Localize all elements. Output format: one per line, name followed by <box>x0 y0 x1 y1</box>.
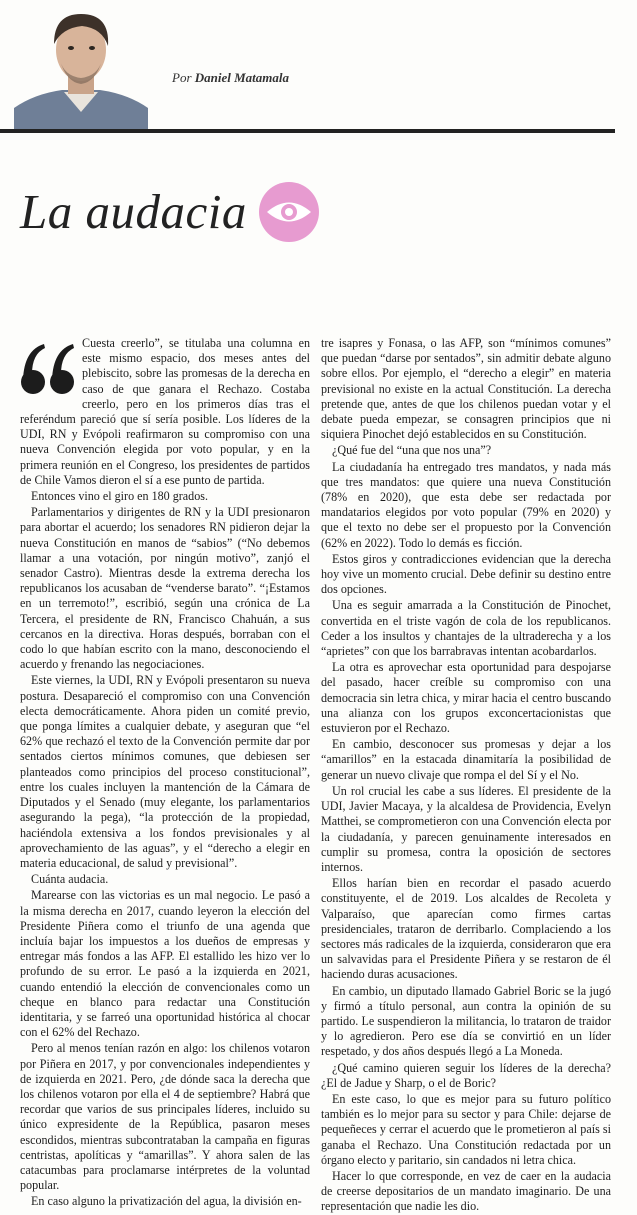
paragraph: tre isapres y Fonasa, o las AFP, son “mínimos comunes” que puedan “darse por sentados”, sin admitir debate alguno sobre ellos. Por ejemplo, el “derecho a elegir” en materia previsional no existe en la actual Constitución. La derecha pretende que, antes de que los chilenos puedan votar y el debate pueda empezar, se consagren principios que ni siquiera Pinochet dejó establecidos en su Constitución. <box>321 336 611 442</box>
paragraph: Entonces vino el giro en 180 grados. <box>31 489 209 504</box>
article-headline: La audacia <box>20 184 247 239</box>
paragraph: La ciudadanía ha entregado tres mandatos, y nada más que tres mandatos: que quiere una nueva Constitución (78% en 2020), que esta debe ser redactada por mandatarios elegidos por voto popular (79% en 2020) y que el texto no debe ser el propuesto por la Convención (62% en 2022). Todo lo demás es ficción. <box>321 459 611 550</box>
author-portrait <box>14 8 148 130</box>
paragraph: En caso alguno la privatización del agua, la división en- <box>31 1194 302 1209</box>
author-name: Daniel Matamala <box>194 70 290 85</box>
paragraph: Ellos harían bien en recordar el pasado acuerdo constituyente, el de 2019. Los alcaldes de Recoleta y Valparaíso, que aparecían como firmes cartas presidenciales, trataron de derribarlo. Complaciendo a los sectores más radicales de la izquierda, consideraron que era un salvavidas para el Presidente Piñera y se restaron de él haciendo duras acusaciones. <box>321 876 611 982</box>
byline-prefix: Por <box>172 70 192 85</box>
header-rule <box>0 129 615 133</box>
paragraph: ¿Qué fue del “una que nos una”? <box>332 443 492 458</box>
article-column-1 <box>20 336 310 1209</box>
paragraph: En cambio, desconocer sus promesas y dejar a los “amarillos” en la estacada dinamitaría la posibilidad de generar un nuevo clivaje que rompa el del Sí y el No. <box>321 737 611 782</box>
paragraph: Hacer lo que corresponde, en vez de caer en la audacia de creerse depositarios de un mandato imaginario. De una representación que nadie les dio. <box>321 1168 611 1214</box>
article-header <box>0 0 637 135</box>
paragraph: En cambio, un diputado llamado Gabriel Boric se la jugó y firmó a título personal, aun contra la opinión de su partido. Le suspendieron la militancia, lo trataron de traidor y lo agredieron. Pero ese día se convirtió en un líder respetado, y dos años después llegó a La Moneda. <box>321 983 611 1059</box>
paragraph: Este viernes, la UDI, RN y Evópoli presentaron su nueva postura. Desapareció el compromiso con una Convención electa democráticamente. Ahora piden un comité previo, que ponga límites a cualquier debate, y aseguran que “el 62% que rechazó el texto de la Convención permite dar por sentados ciertos mínimos comunes, que debiesen ser planteados como principios del proceso constitucional”, entre los cuales incluyen la mantención de la Cámara de Diputados y el Senado (muy elegante, los parlamentarios asegurando la pega), “la protección de la propiedad, haciéndola extensiva a los fondos previsionales y al aprovechamiento de las aguas”, y el “derecho a elegir en materia educacional, de salud y previsional”. <box>20 673 310 870</box>
eye-icon <box>258 181 320 243</box>
paragraph: Una es seguir amarrada a la Constitución de Pinochet, convertida en el triste vagón de cola de los republicanos. Ceder a los insultos y chantajes de la ultraderecha y a los “aprietes” con que los barrabravas intentan acobardarlos. <box>321 598 611 659</box>
paragraph: Pero al menos tenían razón en algo: los chilenos votaron por Piñera en 2017, y por convencionales independientes y de izquierda en 2021. Pero, ¿de dónde saca la derecha que los chilenos votaron por ella el 4 de septiembre? Habrá que recordar que varios de sus principales líderes, incluido su único expresidente de la República, pasaron meses escondidos, mientras subcontrataban la campaña en figuras centristas, apolíticas y “amarillas”. Y ahora salen de las catacumbas para proclamarse intérpretes de la voluntad popular. <box>20 1041 310 1193</box>
paragraph: La otra es aprovechar esta oportunidad para despojarse del pasado, hacer creíble su compromiso con una democracia sin letra chica, y mirar hacia el centro buscando una alianza con los grupos exconcertacionistas que estuvieron por el Rechazo. <box>321 660 611 736</box>
byline <box>172 70 289 86</box>
paragraph: Cuánta audacia. <box>31 872 109 887</box>
paragraph: ¿Qué camino quieren seguir los líderes de la derecha? ¿El de Jadue y Sharp, o el de Boric? <box>321 1060 611 1090</box>
open-quote-icon <box>20 340 78 404</box>
paragraph: Un rol crucial les cabe a sus líderes. El presidente de la UDI, Javier Macaya, y la alcaldesa de Providencia, Evelyn Matthei, se comprometieron con una Convención electa por la ciudadanía, y parecen genuinamente interesados en cumplir su promesa, contra la oposición de sectores internos. <box>321 783 611 874</box>
paragraph: En este caso, lo que es mejor para su futuro político también es lo mejor para su sector y para Chile: dejarse de pequeñeces y cerrar el acuerdo que le prometieron al país si ganaba el Rechazo. Una Constitución redactada por un órgano electo y paritario, sin candados ni letra chica. <box>321 1091 611 1167</box>
article-column-2 <box>321 336 611 1214</box>
paragraph: Parlamentarios y dirigentes de RN y la UDI presionaron para abortar el acuerdo; los senadores RN pidieron dejar la nueva Constitución en manos de “sabios” (“No debemos llamar a una votación, por ningún motivo”, zanjó el senador Castro). Mientras desde la extrema derecha los republicanos los acusaban de “venderse barato”. “¡Estamos en un terremoto!”, escribió, según una crónica de La Tercera, el presidente de RN, Francisco Chahuán, a sus cercanos en la directiva. Horas después, borraban con el codo lo que habían escrito con la mano, desconociendo el acuerdo y frenando las negociaciones. <box>20 505 310 672</box>
paragraph: Cuesta creerlo”, se titulaba una columna en este mismo espacio, dos meses antes del plebiscito, sobre las promesas de la derecha en caso de que ganara el Rechazo. Costaba creerlo, pero en los primeros días tras el referéndum pareció que sí sería posible. Los líderes de la UDI, RN y Evópoli reafirmaron su compromiso con una nueva Convención elegida por voto popular, y en la primera reunión en el Congreso, los presidentes de partidos de Chile Vamos dieron el sí a ese punto de partida. <box>20 336 310 487</box>
paragraph: Marearse con las victorias es un mal negocio. Le pasó a la misma derecha en 2017, cuando leyeron la elección del Presidente Piñera como el triunfo de una agenda que incluía bajar los impuestos a los dueños de empresas y entregar más fondos a las AFP. El estallido les hizo ver lo profundo de su error. Le pasó a la izquierda en 2021, cuando entendió la elección de convencionales como un cheque en blanco para redactar una Constitución identitaria, y se farreó una oportunidad histórica al chocar con el 62% del Rechazo. <box>20 888 310 1040</box>
paragraph: Estos giros y contradicciones evidencian que la derecha hoy vive un momento crucial. Debe definir su destino entre dos opciones. <box>321 551 611 597</box>
